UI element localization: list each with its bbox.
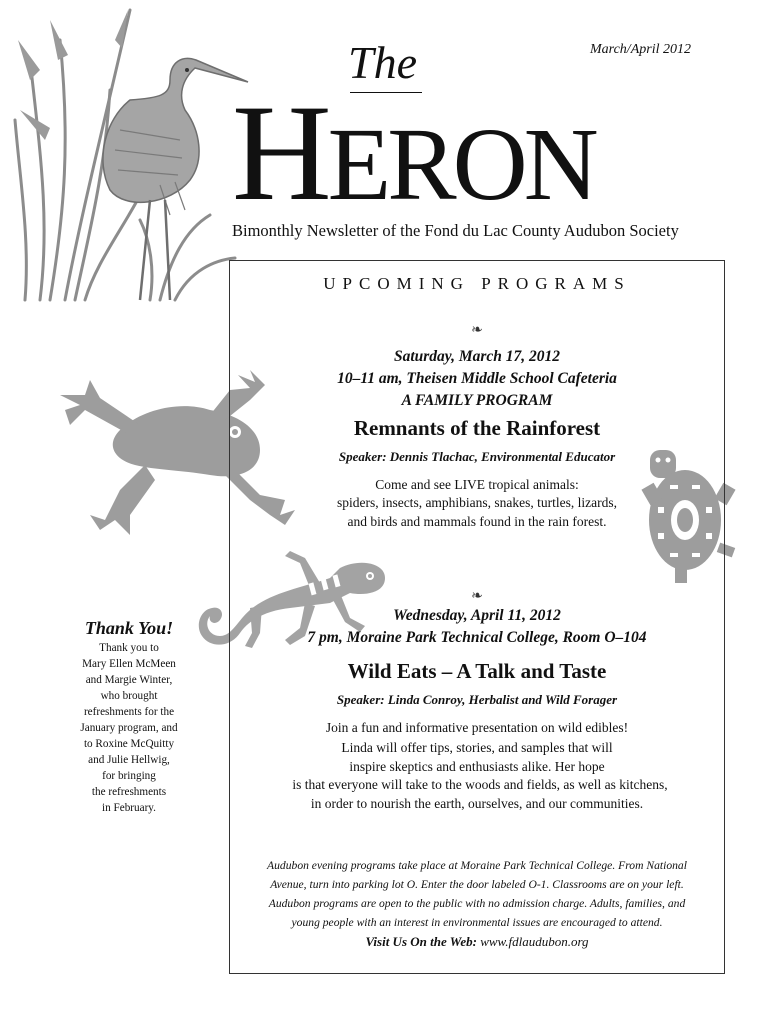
website-link[interactable]: www.fdlaudubon.org (480, 934, 589, 949)
thank-you-line: and Julie Hellwig, (88, 754, 170, 766)
program-description-line: and birds and mammals found in the rain forest. (347, 514, 607, 529)
title-heron-cap: H (232, 76, 328, 229)
program-speaker: Speaker: Dennis Tlachac, Environmental Educator (338, 449, 616, 464)
program-description-line: in order to nourish the earth, ourselves, and our communities. (310, 796, 644, 811)
title-the: The (348, 37, 417, 88)
thank-you-line: for bringing (102, 770, 156, 782)
thank-you-line: Thank you to (99, 642, 159, 654)
program-time-location: 7 pm, Moraine Park Technical College, Room O–104 (307, 629, 647, 646)
footnote-line: Audubon programs are open to the public with no admission charge. Adults, families, and (268, 897, 686, 910)
upcoming-programs-heading: UPCOMING PROGRAMS (323, 274, 631, 293)
program-description-line: is that everyone will take to the woods and fields, as well as kitchens, (292, 777, 668, 792)
thank-you-line: and Margie Winter, (85, 674, 173, 686)
program-description-line: inspire skeptics and enthusiasts alike. Her hope (349, 759, 605, 774)
thank-you-line: Mary Ellen McMeen (82, 658, 176, 670)
thank-you-line: refreshments for the (83, 706, 175, 718)
website-label: Visit Us On the Web: (365, 934, 477, 949)
program-speaker: Speaker: Linda Conroy, Herbalist and Wild Forager (336, 692, 618, 707)
newsletter-subtitle: Bimonthly Newsletter of the Fond du Lac County Audubon Society (232, 221, 679, 240)
program-time-location: 10–11 am, Theisen Middle School Cafeteria (337, 370, 617, 387)
thank-you-line: who brought (100, 690, 158, 702)
program-date: Saturday, March 17, 2012 (393, 348, 561, 365)
thank-you-heading: Thank You! (84, 618, 174, 638)
thank-you-line: to Roxine McQuitty (83, 738, 175, 750)
program-description-line: Linda will offer tips, stories, and samples that will (341, 740, 613, 755)
newsletter-title (232, 76, 595, 234)
program-description-line: Join a fun and informative presentation on wild edibles! (325, 720, 629, 735)
footnote-line: Avenue, turn into parking lot O. Enter the door labeled O-1. Classrooms are on your left. (270, 878, 684, 891)
ornament-icon: ❧ (471, 323, 483, 338)
thank-you-text (66, 640, 192, 816)
thank-you-line: the refreshments (91, 786, 167, 798)
programs-footnote (240, 856, 714, 932)
program-title: Wild Eats – A Talk and Taste (347, 659, 607, 683)
issue-date: March/April 2012 (590, 42, 691, 57)
footnote-line: Audubon evening programs take place at Moraine Park Technical College. From National (267, 859, 687, 872)
program-description-line: Come and see LIVE tropical animals: (375, 477, 579, 492)
program-title: Remnants of the Rainforest (353, 416, 601, 440)
website-line (229, 934, 725, 950)
program-date: Wednesday, April 11, 2012 (393, 607, 561, 624)
ornament-icon: ❧ (471, 589, 483, 604)
program-description-line: spiders, insects, amphibians, snakes, turtles, lizards, (336, 495, 618, 510)
title-heron-rest: ERON (327, 107, 595, 222)
footnote-line: young people with an interest in environmental issues are encouraged to attend. (291, 916, 663, 929)
thank-you-line: January program, and (80, 722, 178, 734)
heron-illustration-icon (10, 0, 250, 320)
program-audience: A FAMILY PROGRAM (401, 392, 553, 409)
thank-you-line: in February. (102, 802, 156, 814)
